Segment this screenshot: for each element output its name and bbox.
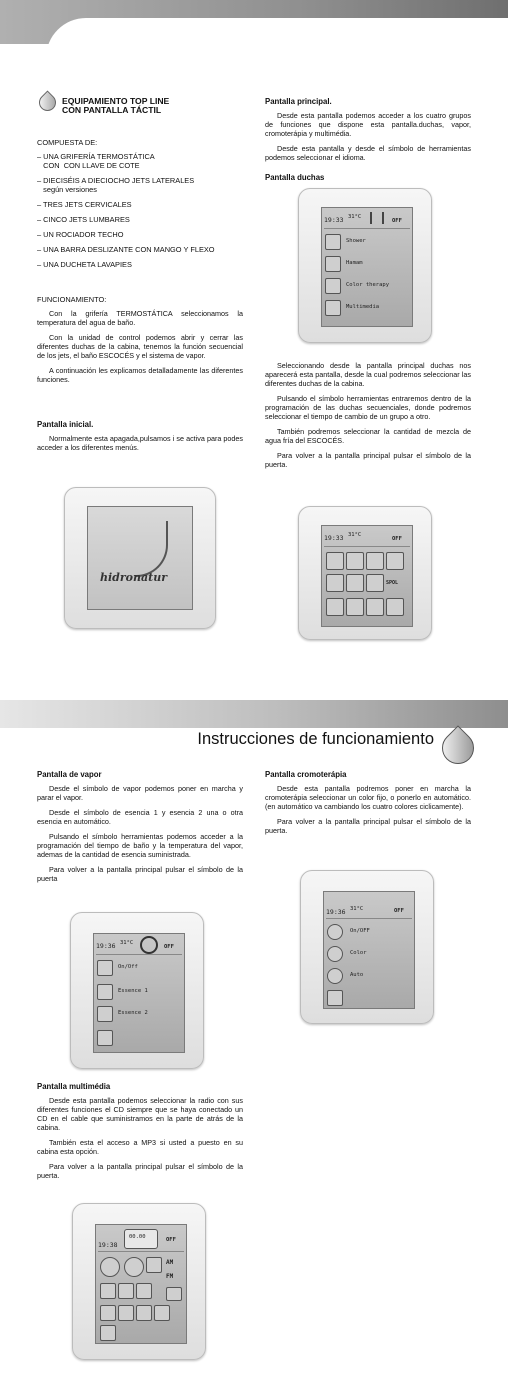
menu-shower[interactable]: Shower	[346, 238, 366, 244]
shower-jet-icon[interactable]	[366, 574, 384, 592]
cromo-lcd	[323, 891, 415, 1009]
volume-knob-icon[interactable]	[124, 1257, 144, 1277]
shower-jet-icon[interactable]	[366, 598, 384, 616]
menu-on-off[interactable]: On/OFF	[350, 928, 370, 934]
temperature-text: 31°C	[348, 532, 362, 538]
principal-p1: Desde esta pantalla podemos acceder a los cuatro grupos de funciones que dispone esta pantalla.duchas, vapor, cromoterápia y multimédia.	[265, 111, 471, 138]
compuesta-heading: COMPUESTA DE:	[37, 138, 98, 147]
lightbulb-icon[interactable]	[327, 924, 343, 940]
am-button[interactable]: AM	[166, 1259, 174, 1266]
multimedia-p1: Desde esta pantalla podemos seleccionar la radio con sus diferentes funciones el CD siempre que se haya conectado un CD en el cable que suministramos en la parte de atrás de la cabina.	[37, 1096, 243, 1132]
menu-essence-1[interactable]: Essence 1	[118, 988, 148, 994]
shower-icon[interactable]	[325, 234, 341, 250]
previous-icon[interactable]	[154, 1305, 170, 1321]
logo-drop-icon	[136, 521, 168, 577]
essence-icon[interactable]	[97, 1006, 113, 1022]
power-off-label: OFF	[392, 218, 402, 224]
logo-text: hidronatur	[100, 571, 167, 584]
menu-auto[interactable]: Auto	[350, 972, 364, 978]
rewind-icon[interactable]	[100, 1305, 116, 1321]
multimedia-p3: Para volver a la pantalla principal pulsar el símbolo de la puerta.	[37, 1162, 243, 1180]
multimedia-icon[interactable]	[325, 300, 341, 316]
duchas-lcd	[321, 525, 413, 627]
scottish-label[interactable]: SPOL	[386, 580, 399, 586]
multimedia-lcd	[95, 1224, 187, 1344]
device-cromo-screen	[300, 870, 434, 1024]
steam-icon[interactable]	[325, 256, 341, 272]
mid-banner-bar	[0, 700, 508, 730]
forward-icon[interactable]	[118, 1305, 134, 1321]
cd-icon[interactable]	[146, 1257, 162, 1273]
divider	[98, 1251, 184, 1252]
divider	[324, 546, 410, 547]
list-item: – UNA GRIFERÍA TERMOSTÁTICA	[37, 152, 155, 161]
fm-button[interactable]: FM	[166, 1273, 174, 1280]
temperature-text: 31°C	[350, 906, 364, 912]
temperature-text: 31°C	[120, 940, 134, 946]
shower-jet-icon[interactable]	[326, 552, 344, 570]
play-icon[interactable]	[100, 1283, 116, 1299]
principal-heading: Pantalla principal.	[265, 97, 332, 106]
clock-text: 19:38	[98, 1241, 118, 1249]
section-title-line1: EQUIPAMIENTO TOP LINE	[62, 96, 170, 106]
funcionamiento-text	[37, 309, 243, 384]
device-duchas-screen	[298, 506, 432, 640]
banner-title: Instrucciones de funcionamiento	[197, 730, 434, 748]
funcionamiento-p1: Con la grifería TERMOSTÁTICA seleccionamos la temperatura del agua de baño.	[37, 309, 243, 327]
menu-color-therapy[interactable]: Color therapy	[346, 282, 390, 288]
top-header-curve	[46, 18, 508, 58]
power-off-label: OFF	[394, 908, 404, 914]
duchas-p3: También podremos seleccionar la cantidad de mezcla de agua fría del ESCOCÉS.	[265, 427, 471, 445]
list-item: CON CON LLAVE DE COTE	[37, 161, 140, 170]
inicial-p1: Normalmente esta apagada,pulsamos i se activa para podes acceder a los diferentes menús.	[37, 434, 243, 452]
multimedia-heading: Pantalla multimédia	[37, 1082, 111, 1091]
menu-on-off[interactable]: On/Off	[118, 964, 138, 970]
list-item: – UNA BARRA DESLIZANTE CON MANGO Y FLEXO	[37, 245, 215, 254]
menu-color[interactable]: Color	[350, 950, 367, 956]
list-item: – UNA DUCHETA LAVAPIES	[37, 260, 132, 269]
steam-icon[interactable]	[97, 960, 113, 976]
vapor-p3: Pulsando el símbolo herramientas podemos acceder a la programación del tiempo de baño y la temperatura del vapor, ademas de la cantidad de esencia suministrada.	[37, 832, 243, 859]
menu-multimedia[interactable]: Multimedia	[346, 304, 380, 310]
duchas-heading: Pantalla duchas	[265, 173, 325, 182]
alarm-clock-icon[interactable]	[140, 936, 158, 954]
multimedia-text	[37, 1096, 243, 1180]
device-multimedia-screen	[72, 1203, 206, 1360]
cromo-heading: Pantalla cromoterápia	[265, 770, 347, 779]
color-therapy-icon[interactable]	[325, 278, 341, 294]
cromo-p2: Para volver a la pantalla principal pulsar el símbolo de la puerta.	[265, 817, 471, 835]
shower-jet-icon[interactable]	[346, 598, 364, 616]
principal-p2: Desde esta pantalla y desde el símbolo de herramientas podemos seleccionar el idioma.	[265, 144, 471, 162]
funcionamiento-p2: Con la unidad de control podemos abrir y cerrar las diferentes duchas de la cabina, tenemos la función secuencial de los jets, el baño ESCOCÉS y el sistema de vapor.	[37, 333, 243, 360]
drop-icon	[38, 92, 56, 110]
duchas-p2: Pulsando el símbolo herramientas entraremos dentro de la programación de las duchas secuenciales, donde podremos seleccionar el tiempo de cambio de un grupo a otro.	[265, 394, 471, 421]
color-icon[interactable]	[327, 946, 343, 962]
next-icon[interactable]	[136, 1305, 152, 1321]
door-icon[interactable]	[327, 990, 343, 1006]
list-item: – UN ROCIADOR TECHO	[37, 230, 124, 239]
tools-icon	[370, 212, 384, 224]
initial-lcd	[87, 506, 193, 610]
vapor-p1: Desde el símbolo de vapor podemos poner en marcha y parar el vapor.	[37, 784, 243, 802]
door-icon[interactable]	[97, 1030, 113, 1046]
divider	[324, 228, 410, 229]
volume-knob-icon[interactable]	[100, 1257, 120, 1277]
divider	[96, 954, 182, 955]
main-menu-lcd	[321, 207, 413, 327]
clock-text: 19:33	[324, 216, 344, 224]
list-item: – DIECISÉIS A DIECIOCHO JETS LATERALES	[37, 176, 195, 185]
essence-icon[interactable]	[97, 984, 113, 1000]
equipment-list	[37, 152, 247, 269]
clock-text: 19:36	[326, 908, 346, 916]
principal-text	[265, 111, 471, 162]
clock-text: 19:36	[96, 942, 116, 950]
door-icon[interactable]	[326, 598, 344, 616]
funcionamiento-p3: A continuación les explicamos detalladamente las diferentes funciones.	[37, 366, 243, 384]
vapor-text	[37, 784, 243, 883]
duchas-p1: Seleccionando desde la pantalla principal duchas nos aparecerá esta pantalla, desde la cual podremos seleccionar las diferentes duchas de la cabina.	[265, 361, 471, 388]
auto-icon[interactable]	[327, 968, 343, 984]
duchas-text	[265, 361, 471, 469]
shower-jet-icon[interactable]	[346, 574, 364, 592]
clock-text: 19:33	[324, 534, 344, 542]
funcionamiento-heading: FUNCIONAMIENTO:	[37, 295, 107, 304]
section-title-line2: CON PANTALLA TÁCTIL	[62, 105, 162, 115]
vapor-p2: Desde el símbolo de esencia 1 y esencia 2 una o otra esencia en automático.	[37, 808, 243, 826]
menu-essence-2[interactable]: Essence 2	[118, 1010, 148, 1016]
vapor-heading: Pantalla de vapor	[37, 770, 102, 779]
section-title	[62, 97, 169, 115]
list-item: – TRES JETS CERVICALES	[37, 200, 132, 209]
banner-drop-icon	[438, 722, 478, 770]
list-item: según versiones	[37, 185, 97, 194]
door-icon[interactable]	[100, 1325, 116, 1341]
duchas-p4: Para volver a la pantalla principal pulsar el símbolo de la puerta.	[265, 451, 471, 469]
radio-display-text: 00.00	[129, 1234, 146, 1240]
shower-jet-icon[interactable]	[326, 574, 344, 592]
pause-icon[interactable]	[136, 1283, 152, 1299]
divider	[326, 918, 412, 919]
vapor-p4: Para volver a la pantalla principal pulsar el símbolo de la puerta	[37, 865, 243, 883]
radio-display	[124, 1229, 158, 1249]
inicial-heading: Pantalla inicial.	[37, 420, 94, 429]
cromo-p1: Desde esta pantalla podremos poner en marcha la cromoterápia seleccionar un color fijo, o ponerlo en automático. (en automático va cambiando los cuatro colores ciclicamente).	[265, 784, 471, 811]
stop-icon[interactable]	[118, 1283, 134, 1299]
shower-jet-icon[interactable]	[386, 598, 404, 616]
tv-icon[interactable]	[166, 1287, 182, 1301]
temperature-text: 31°C	[348, 214, 362, 220]
shower-jet-icon[interactable]	[366, 552, 384, 570]
device-initial-screen	[64, 487, 216, 629]
device-vapor-screen	[70, 912, 204, 1069]
device-main-menu	[298, 188, 432, 343]
list-item: – CINCO JETS LUMBARES	[37, 215, 130, 224]
multimedia-p2: También esta el acceso a MP3 si usted a puesto en su cabina esta opción.	[37, 1138, 243, 1156]
cromo-text	[265, 784, 471, 835]
vapor-lcd	[93, 933, 185, 1053]
power-off-label: OFF	[166, 1237, 176, 1243]
power-off-label: OFF	[392, 536, 402, 542]
shower-jet-icon[interactable]	[386, 552, 404, 570]
power-off-label: OFF	[164, 944, 174, 950]
menu-hamam[interactable]: Hamam	[346, 260, 363, 266]
shower-jet-icon[interactable]	[346, 552, 364, 570]
